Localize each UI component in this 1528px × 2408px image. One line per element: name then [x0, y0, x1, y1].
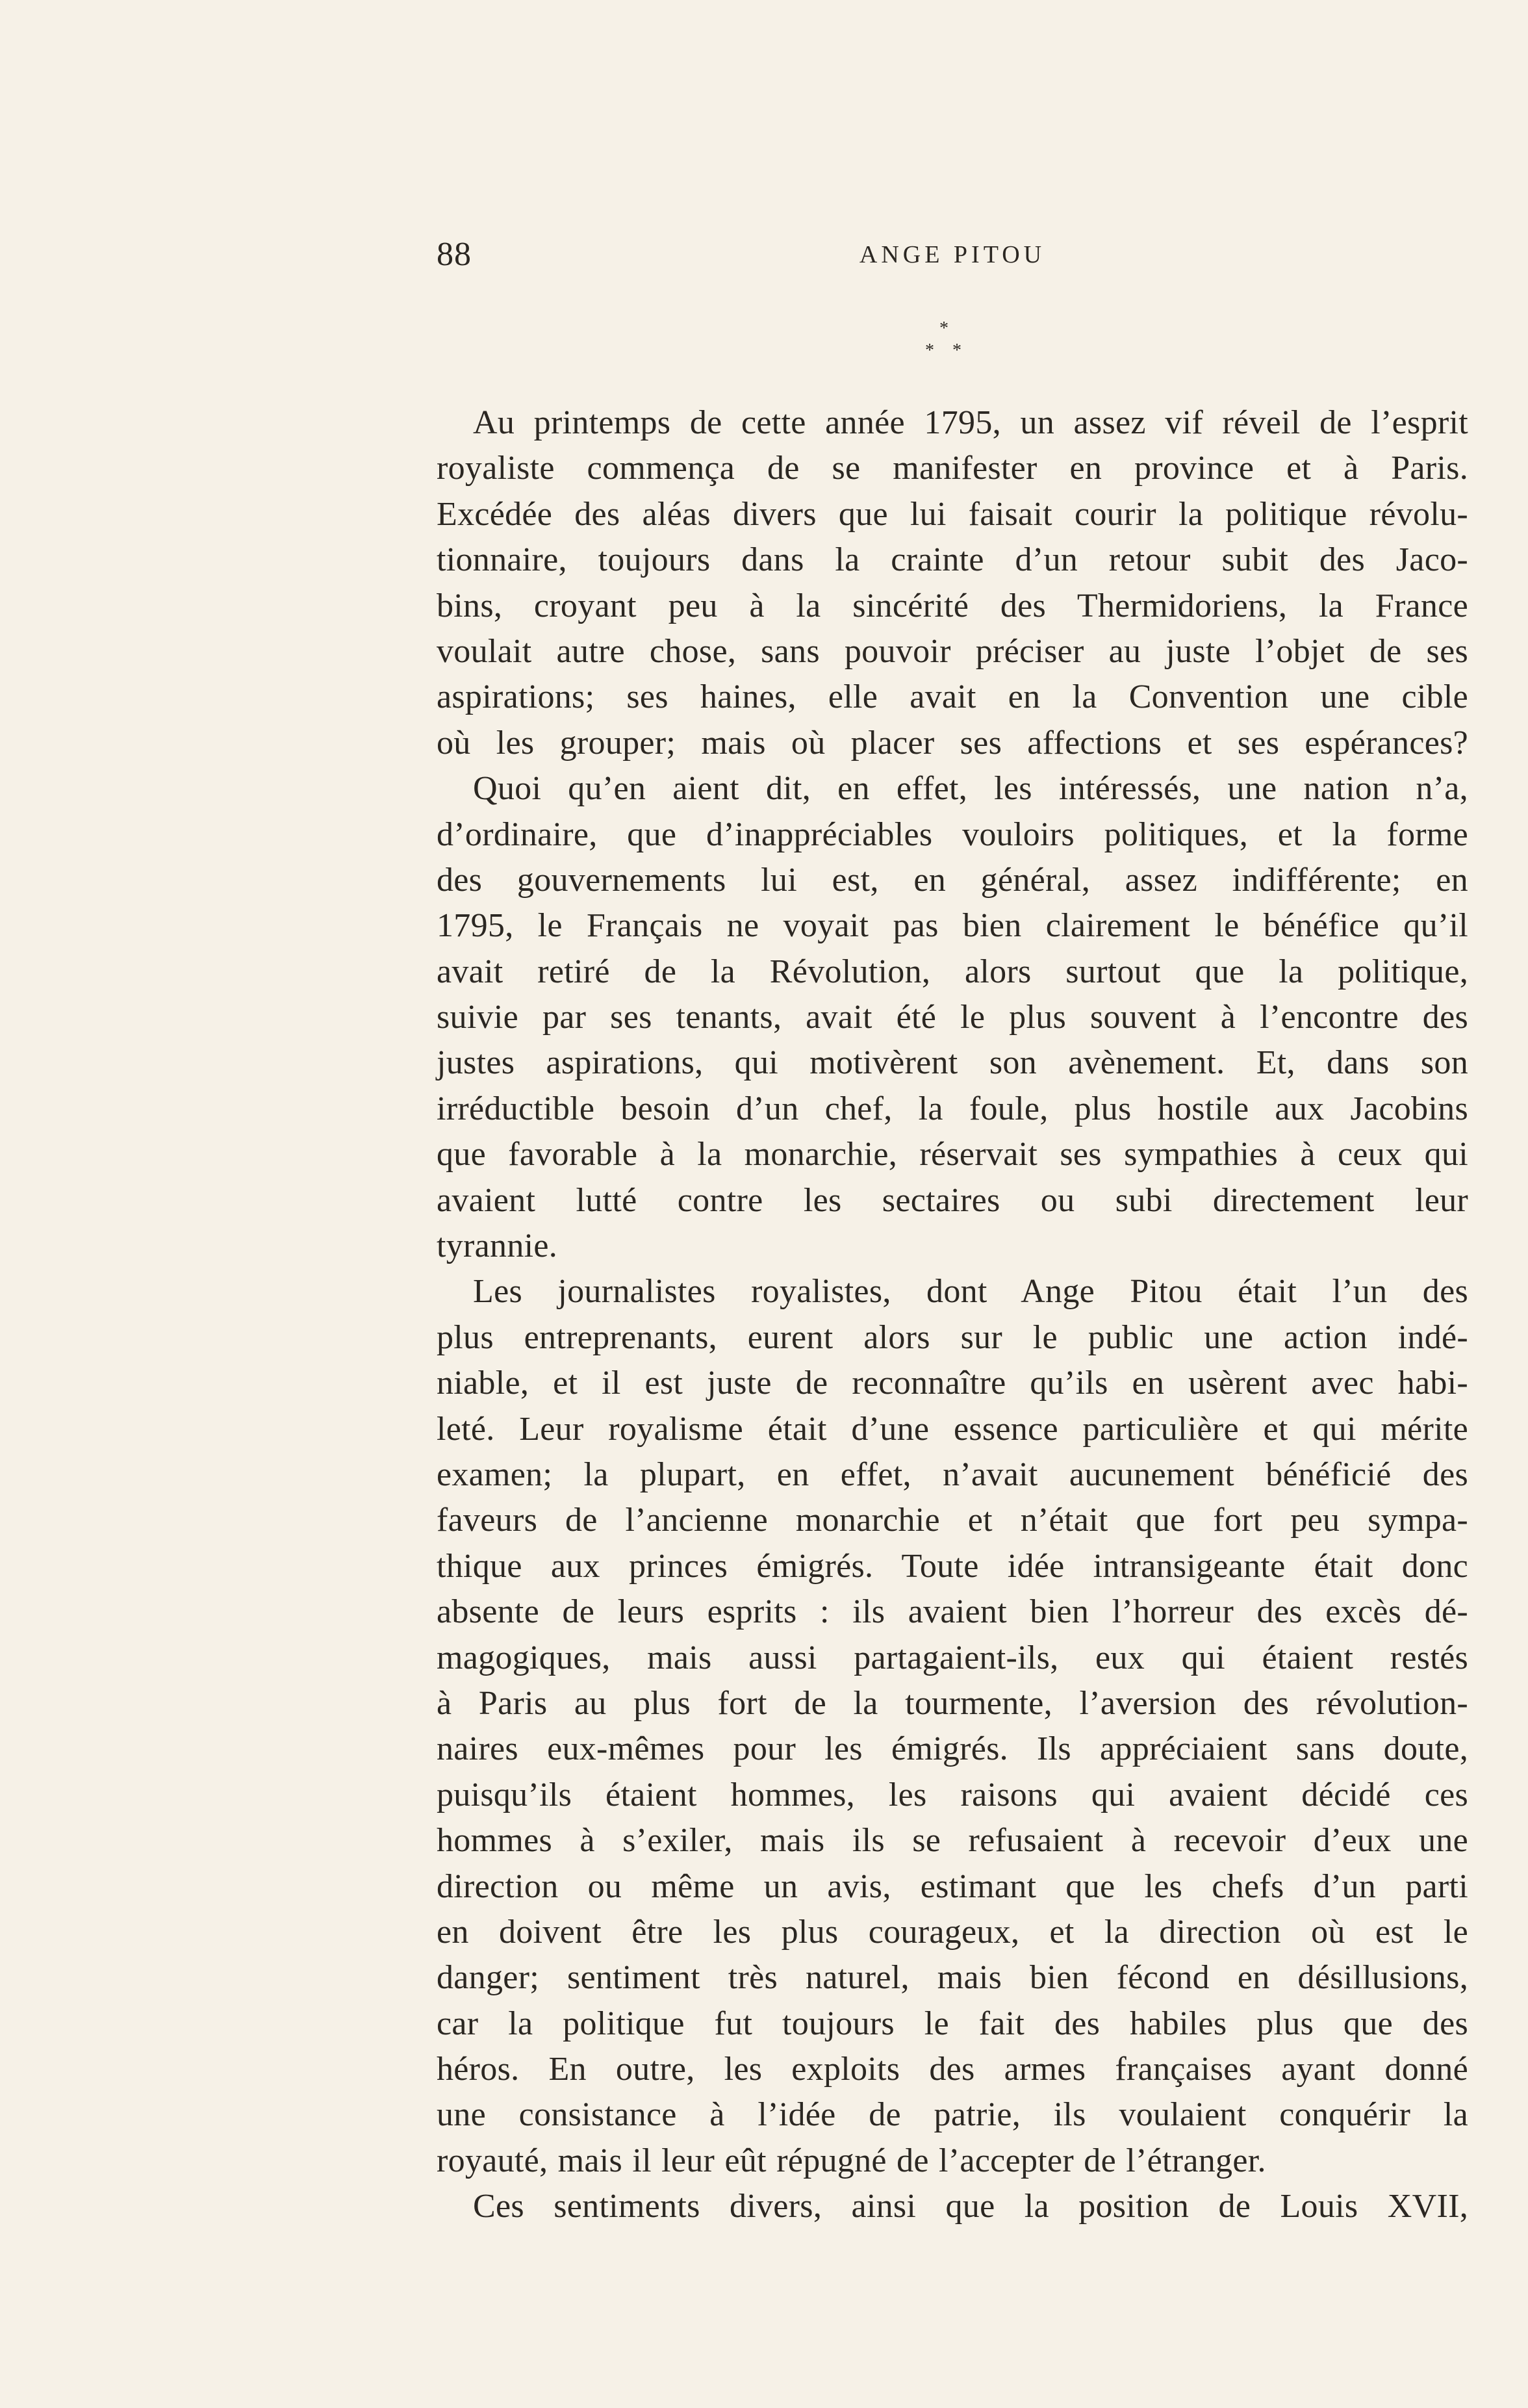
text-line: danger; sentiment très naturel, mais bien fécond en désillusions, [437, 1959, 1468, 1997]
text-line: Ces sentiments divers, ainsi que la position de Louis XVII, [473, 2188, 1468, 2225]
text-line: une consistance à l’idée de patrie, ils voulaient conquérir la [437, 2096, 1468, 2134]
text-line: magogiques, mais aussi partagaient-ils, eux qui étaient restés [437, 1639, 1468, 1676]
body-text [437, 400, 1468, 2230]
text-line: Excédée des aléas divers que lui faisait courir la politique révolu- [437, 495, 1468, 533]
text-line: en doivent être les plus courageux, et la direction où est le [437, 1913, 1468, 1951]
text-line: thique aux princes émigrés. Toute idée intransigeante était donc [437, 1547, 1468, 1585]
section-break-asterism [910, 320, 987, 365]
text-line: aspirations; ses haines, elle avait en la Convention une cible [437, 678, 1468, 716]
text-line: hommes à s’exiler, mais ils se refusaient à recevoir d’eux une [437, 1822, 1468, 1860]
text-line: d’ordinaire, que d’inappréciables vouloirs politiques, et la forme [437, 815, 1468, 853]
running-head [437, 229, 1468, 281]
text-line: Quoi qu’en aient dit, en effet, les intéressés, une nation n’a, [473, 770, 1468, 808]
asterism-star: * [939, 318, 949, 339]
text-line: héros. En outre, les exploits des armes françaises ayant donné [437, 2051, 1468, 2088]
text-line: plus entreprenants, eurent alors sur le public une action indé- [437, 1318, 1468, 1356]
text-line: puisqu’ils étaient hommes, les raisons qui avaient décidé ces [437, 1776, 1468, 1813]
text-line: examen; la plupart, en effet, n’avait aucunement bénéficié des [437, 1455, 1468, 1493]
text-line: leté. Leur royalisme était d’une essence particulière et qui mérite [437, 1410, 1468, 1448]
text-line: tyrannie. [437, 1227, 558, 1265]
text-line: suivie par ses tenants, avait été le plus souvent à l’encontre des [437, 999, 1468, 1036]
text-line: faveurs de l’ancienne monarchie et n’était que fort peu sympa- [437, 1502, 1468, 1539]
text-line: royaliste commença de se manifester en province et à Paris. [437, 450, 1468, 487]
text-line: tionnaire, toujours dans la crainte d’un retour subit des Jaco- [437, 541, 1468, 579]
text-line: avaient lutté contre les sectaires ou subi directement leur [437, 1181, 1468, 1219]
text-line: absente de leurs esprits : ils avaient bien l’horreur des excès dé- [437, 1593, 1468, 1631]
asterism-star: * [925, 340, 934, 361]
text-line: à Paris au plus fort de la tourmente, l’aversion des révolution- [437, 1684, 1468, 1722]
text-line: car la politique fut toujours le fait des habiles plus que des [437, 2005, 1468, 2042]
text-line: Au printemps de cette année 1795, un assez vif réveil de l’esprit [473, 404, 1468, 441]
text-line: irréductible besoin d’un chef, la foule, plus hostile aux Jacobins [437, 1090, 1468, 1127]
page-number: 88 [437, 236, 472, 273]
text-line: direction ou même un avis, estimant que les chefs d’un parti [437, 1867, 1468, 1905]
text-line: bins, croyant peu à la sincérité des Thermidoriens, la France [437, 587, 1468, 624]
running-title: ANGE PITOU [859, 241, 1046, 268]
text-line: des gouvernements lui est, en général, assez indifférente; en [437, 861, 1468, 899]
text-line: Les journalistes royalistes, dont Ange Pitou était l’un des [473, 1273, 1468, 1311]
text-line: niable, et il est juste de reconnaître qu’ils en usèrent avec habi- [437, 1364, 1468, 1402]
text-line: où les grouper; mais où placer ses affections et ses espérances? [437, 724, 1468, 762]
text-line: royauté, mais il leur eût répugné de l’accepter de l’étranger. [437, 2142, 1266, 2179]
text-line: 1795, le Français ne voyait pas bien clairement le bénéfice qu’il [437, 907, 1468, 945]
asterism-star: * [952, 340, 961, 361]
text-line: voulait autre chose, sans pouvoir préciser au juste l’objet de ses [437, 632, 1468, 670]
text-line: que favorable à la monarchie, réservait ses sympathies à ceux qui [437, 1136, 1468, 1173]
text-line: naires eux-mêmes pour les émigrés. Ils appréciaient sans doute, [437, 1730, 1468, 1768]
text-line: avait retiré de la Révolution, alors surtout que la politique, [437, 953, 1468, 990]
text-line: justes aspirations, qui motivèrent son avènement. Et, dans son [437, 1044, 1468, 1082]
